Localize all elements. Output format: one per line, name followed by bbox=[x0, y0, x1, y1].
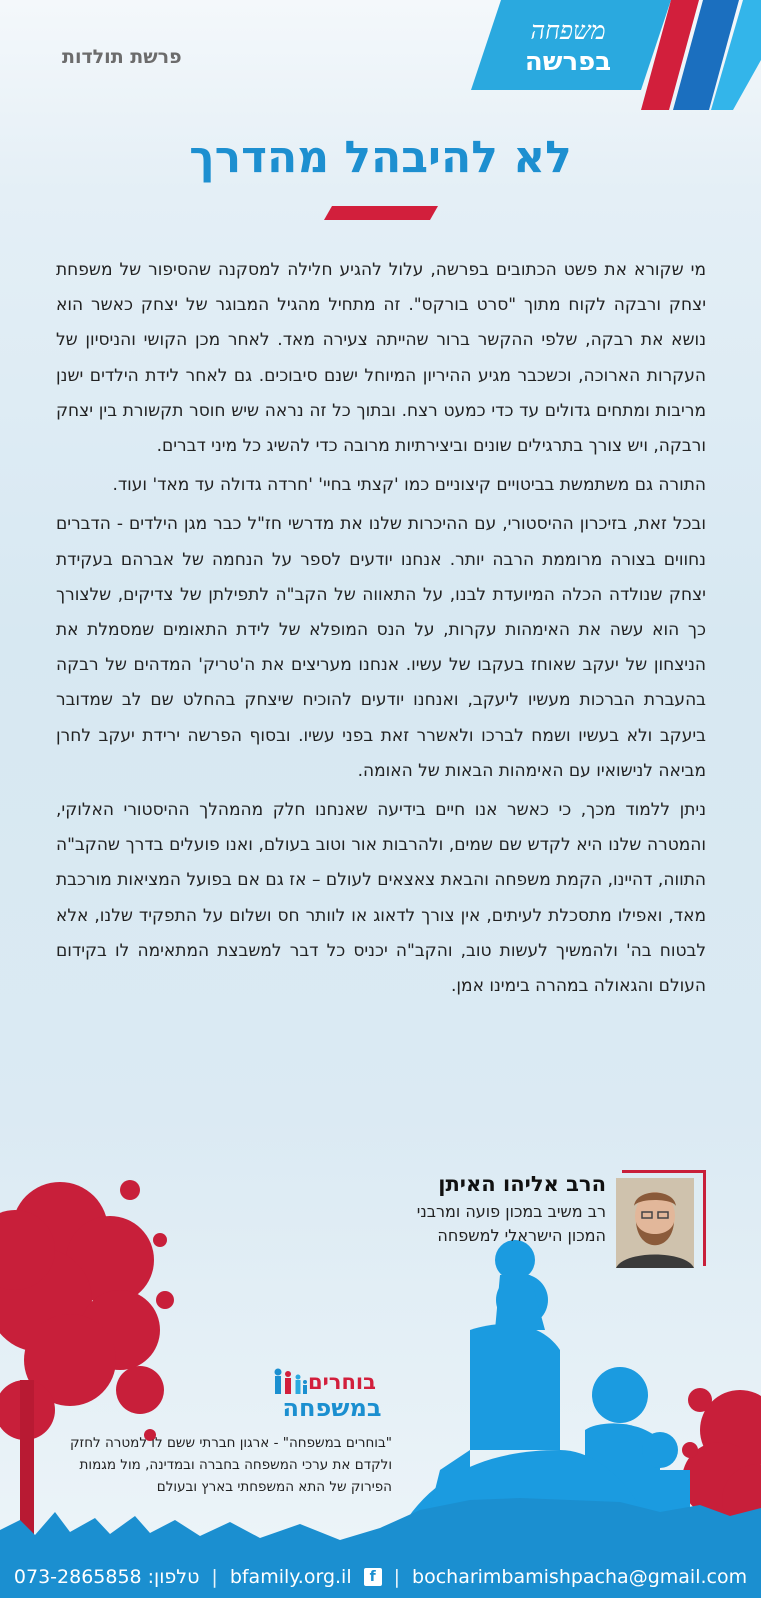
footer-website[interactable]: bfamily.org.il bbox=[229, 1566, 352, 1588]
article-paragraph: התורה גם משתמשת בביטויים קיצוניים כמו 'קצתי בחיי' 'חרדה גדולה עד מאד' ועוד. bbox=[112, 475, 706, 496]
article-title: לא להיבהל מהדרך bbox=[189, 132, 572, 183]
parasha-label: פרשת תולדות bbox=[62, 46, 182, 68]
footer-email[interactable]: bocharimbamishpacha@gmail.com bbox=[412, 1566, 748, 1588]
footer-separator: | bbox=[393, 1566, 401, 1588]
title-underline bbox=[324, 206, 438, 222]
footer-phone bbox=[14, 1566, 200, 1588]
article-paragraph: ניתן ללמוד מכך, כי כאשר אנו חיים בידיעה שאנחנו חלק מהמהלך ההיסטורי האלוקי, והמטרה שלנו היא לקדש שם שמים, ולהרבות אור וטוב בעולם, ואנו פועלים בדרך שהקב"ה התווה, דהיינו, הקמת משפחה והבאת צאצאים לעולם – אז גם אם בפועל המציאות מורכבת מאד, ואפילו מתסכלת לעיתים, אין צורך לדאוג או לוותר חס ושלום על התפקיד שלנו, אלא לבטוח בה' ולהמשיך לעשות טוב, והקב"ה יכניס כל דבר למשבצת המתאימה לו בקידום העולם והגאולה במהרה בימינו אמן. bbox=[56, 800, 706, 997]
org-description: "בוחרים במשפחה" - ארגון חברתי ששם לו למטרה לחזק ולקדם את ערכי המשפחה בחברה ובמדינה, מול מגמות הפירוק של התא המשפחתי בארץ ובעולם bbox=[69, 1435, 392, 1495]
author-role-line2: המכון הישראלי למשפחה bbox=[437, 1226, 606, 1245]
author-info bbox=[286, 1172, 606, 1248]
author-photo bbox=[616, 1178, 694, 1268]
footer-contact-bar bbox=[0, 1556, 761, 1598]
author-name: הרב אליהו האיתן bbox=[438, 1172, 606, 1196]
facebook-icon[interactable]: f bbox=[364, 1568, 382, 1586]
author-role-line1: רב משיב במכון פועה ומרבני bbox=[416, 1202, 606, 1221]
brand-logo-line2: בפרשה bbox=[524, 47, 612, 77]
article-paragraph: ובכל זאת, בזיכרון ההיסטורי, עם ההיכרות שלנו את מדרשי חז"ל כבר מגן הילדים - הדברים נחווים בצורה מרוממת הרבה יותר. אנחנו יודעים לספר על הנחמה של אברהם בעקידת יצחק שנולדה הכלה המיועדת לבנו, על התאווה של הקב"ה לתפילתן של צדיקים, שלצורך כך הוא עשה את האימהות עקרות, על הנס המופלא של לידת התאומים שמסמלת את הניצחון של יעקב שאוחז בעקבו של עשיו. אנחנו מעריצים את ה'טריק' המדהים של רבקה בהעברת הברכות מעשיו ליעקב, ואנחנו יודעים להוכיח שיצחק בהחלט שם לב שמדובר ביעקב ולא בעשיו ושמח לברכו ולאשרר זאת בפני עשיו. ובסוף הפרשה ירידת יעקב לחרן מביאה לנישואיו עם האימהות הבאות של האומה. bbox=[56, 514, 706, 781]
author-block bbox=[286, 1172, 706, 1272]
article-body bbox=[56, 253, 706, 1008]
org-name-line2: במשפחה bbox=[282, 1394, 382, 1422]
brand-logo-line1: משפחה bbox=[530, 16, 606, 45]
org-name-line1: בוחרים bbox=[308, 1370, 376, 1394]
brand-logo bbox=[471, 0, 761, 110]
footer-separator: | bbox=[211, 1566, 218, 1588]
left-tree bbox=[0, 1180, 174, 1580]
article-paragraph: מי שקורא את פשט הכתובים בפרשה, עלול להגיע חלילה למסקנה שהסיפור של משפחת יצחק ורבקה לקוח מתוך "סרט בורקס". זה מתחיל מהגיל המבוגר של יצחק כאשר הוא נושא את רבקה, שלפי ההקשר ברור שהייתה צעירה מאד. לאחר מכן הקושי והניסיון של העקרות הארוכה, וכשכבר מגיע ההיריון המיוחל ישנם סיבוכים. גם לאחר לידת הילדים ישנן מריבות ומתחים גדולים עד כדי כמעט רצח. ובתוך כל זה נראה שיש חוסר תקשורת בין יצחק ורבקה, ויש צורך בתרגילים שונים וביצירתיות מרובה כדי להשיג כל מיני דברים. bbox=[56, 260, 706, 457]
footer-phone-label: טלפון: bbox=[147, 1566, 200, 1588]
brand-logo-text bbox=[503, 18, 633, 75]
footer-phone-number[interactable]: 073-2865858 bbox=[13, 1566, 142, 1588]
author-portrait-icon bbox=[616, 1178, 694, 1268]
org-logo bbox=[272, 1362, 392, 1422]
